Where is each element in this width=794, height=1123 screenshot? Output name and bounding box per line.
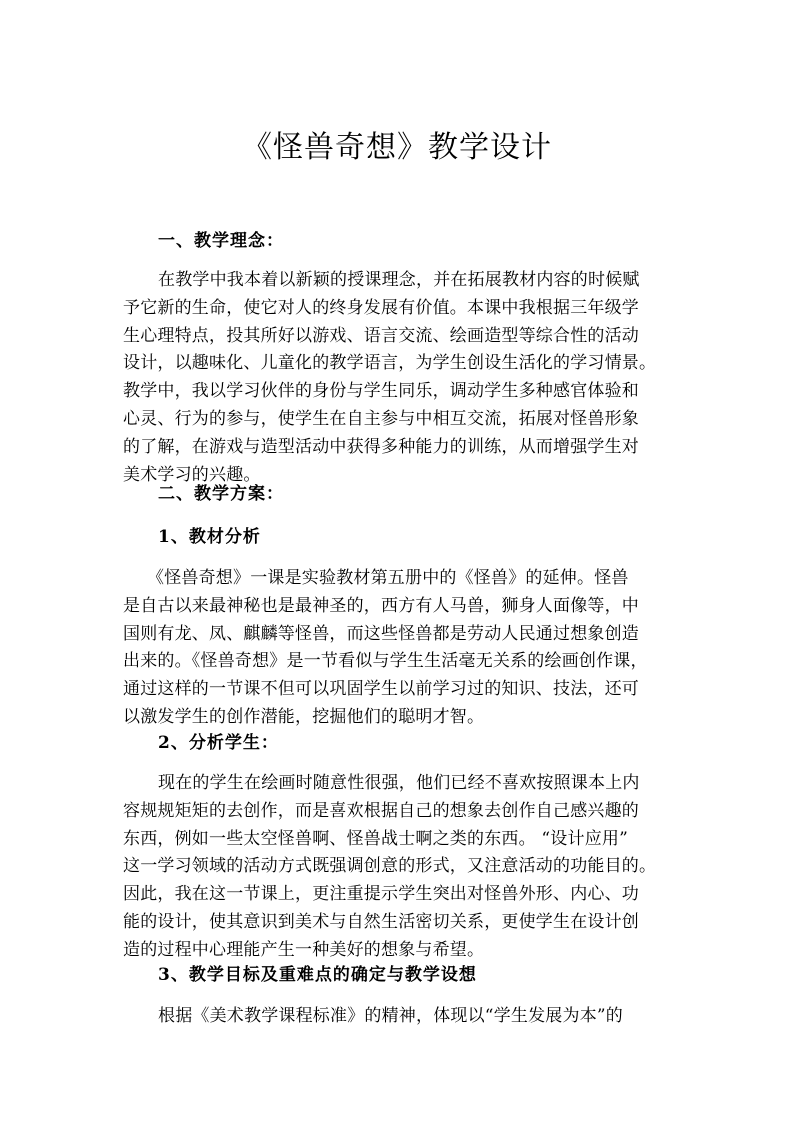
text-line: 心灵、行为的参与，使学生在自主参与中相互交流，拓展对怪兽形象 <box>123 408 639 429</box>
subsection-heading-objectives: 3、教学目标及重难点的确定与教学设想 <box>158 965 477 985</box>
text-line: 美术学习的兴趣。 <box>123 464 261 485</box>
section-heading-teaching-philosophy: 一、教学理念： <box>158 231 284 251</box>
text-line: 能的设计，使其意识到美术与自然生活密切关系，更使学生在设计创 <box>123 911 639 932</box>
text-line: 通过这样的一节课不但可以巩固学生以前学习过的知识、技法，还可 <box>123 679 639 700</box>
text-line: 这一学习领域的活动方式既强调创意的形式，又注意活动的功能目的。 <box>123 856 657 877</box>
text-line: 《怪兽奇想》一课是实验教材第五册中的《怪兽》的延伸。怪兽 <box>147 568 629 588</box>
subsection-heading-student-analysis: 2、分析学生： <box>158 733 279 753</box>
text-line: 现在的学生在绘画时随意性很强，他们已经不喜欢按照课本上内 <box>158 773 640 793</box>
text-line: 生心理特点，投其所好以游戏、语言交流、绘画造型等综合性的活动 <box>123 325 639 346</box>
text-line: 予它新的生命，使它对人的终身发展有价值。本课中我根据三年级学 <box>123 297 639 318</box>
text-line: 因此，我在这一节课上，更注重提示学生突出对怪兽外形、内心、功 <box>123 884 639 905</box>
text-line: 设计，以趣味化、儿童化的教学语言，为学生创设生活化的学习情景。 <box>123 353 657 374</box>
text-line: 出来的。《怪兽奇想》是一节看似与学生生活毫无关系的绘画创作课， <box>123 651 648 672</box>
paragraph-student-analysis <box>123 770 679 965</box>
text-line: 国则有龙、凤、麒麟等怪兽，而这些怪兽都是劳动人民通过想象创造 <box>123 623 639 644</box>
text-line: 造的过程中心理能产生一种美好的想象与希望。 <box>123 939 485 960</box>
text-line: 的了解，在游戏与造型活动中获得多种能力的训练，从而增强学生对 <box>123 436 639 457</box>
paragraph-objectives <box>123 1003 679 1031</box>
text-line: 东西，例如一些太空怪兽啊、怪兽战士啊之类的东西。 “设计应用” <box>123 828 628 849</box>
page-title: 《怪兽奇想》教学设计 <box>242 130 552 165</box>
text-line: 容规规矩矩的去创作，而是喜欢根据自己的想象去创作自己感兴趣的 <box>123 800 639 821</box>
section-heading-teaching-plan: 二、教学方案： <box>158 484 284 504</box>
paragraph-textbook-analysis <box>123 565 679 732</box>
text-line: 教学中，我以学习伙伴的身份与学生同乐，调动学生多种感官体验和 <box>123 381 639 402</box>
text-line: 在教学中我本着以新颖的授课理念，并在拓展教材内容的时候赋 <box>158 270 640 290</box>
text-line: 是自古以来最神秘也是最神圣的，西方有人马兽，狮身人面像等，中 <box>123 595 639 616</box>
subsection-heading-textbook-analysis: 1、教材分析 <box>158 527 261 547</box>
text-line: 以激发学生的创作潜能，挖掘他们的聪明才智。 <box>123 706 485 727</box>
text-line: 根据《美术教学课程标准》的精神，体现以“学生发展为本”的 <box>158 1006 623 1026</box>
paragraph-teaching-philosophy <box>123 267 679 489</box>
